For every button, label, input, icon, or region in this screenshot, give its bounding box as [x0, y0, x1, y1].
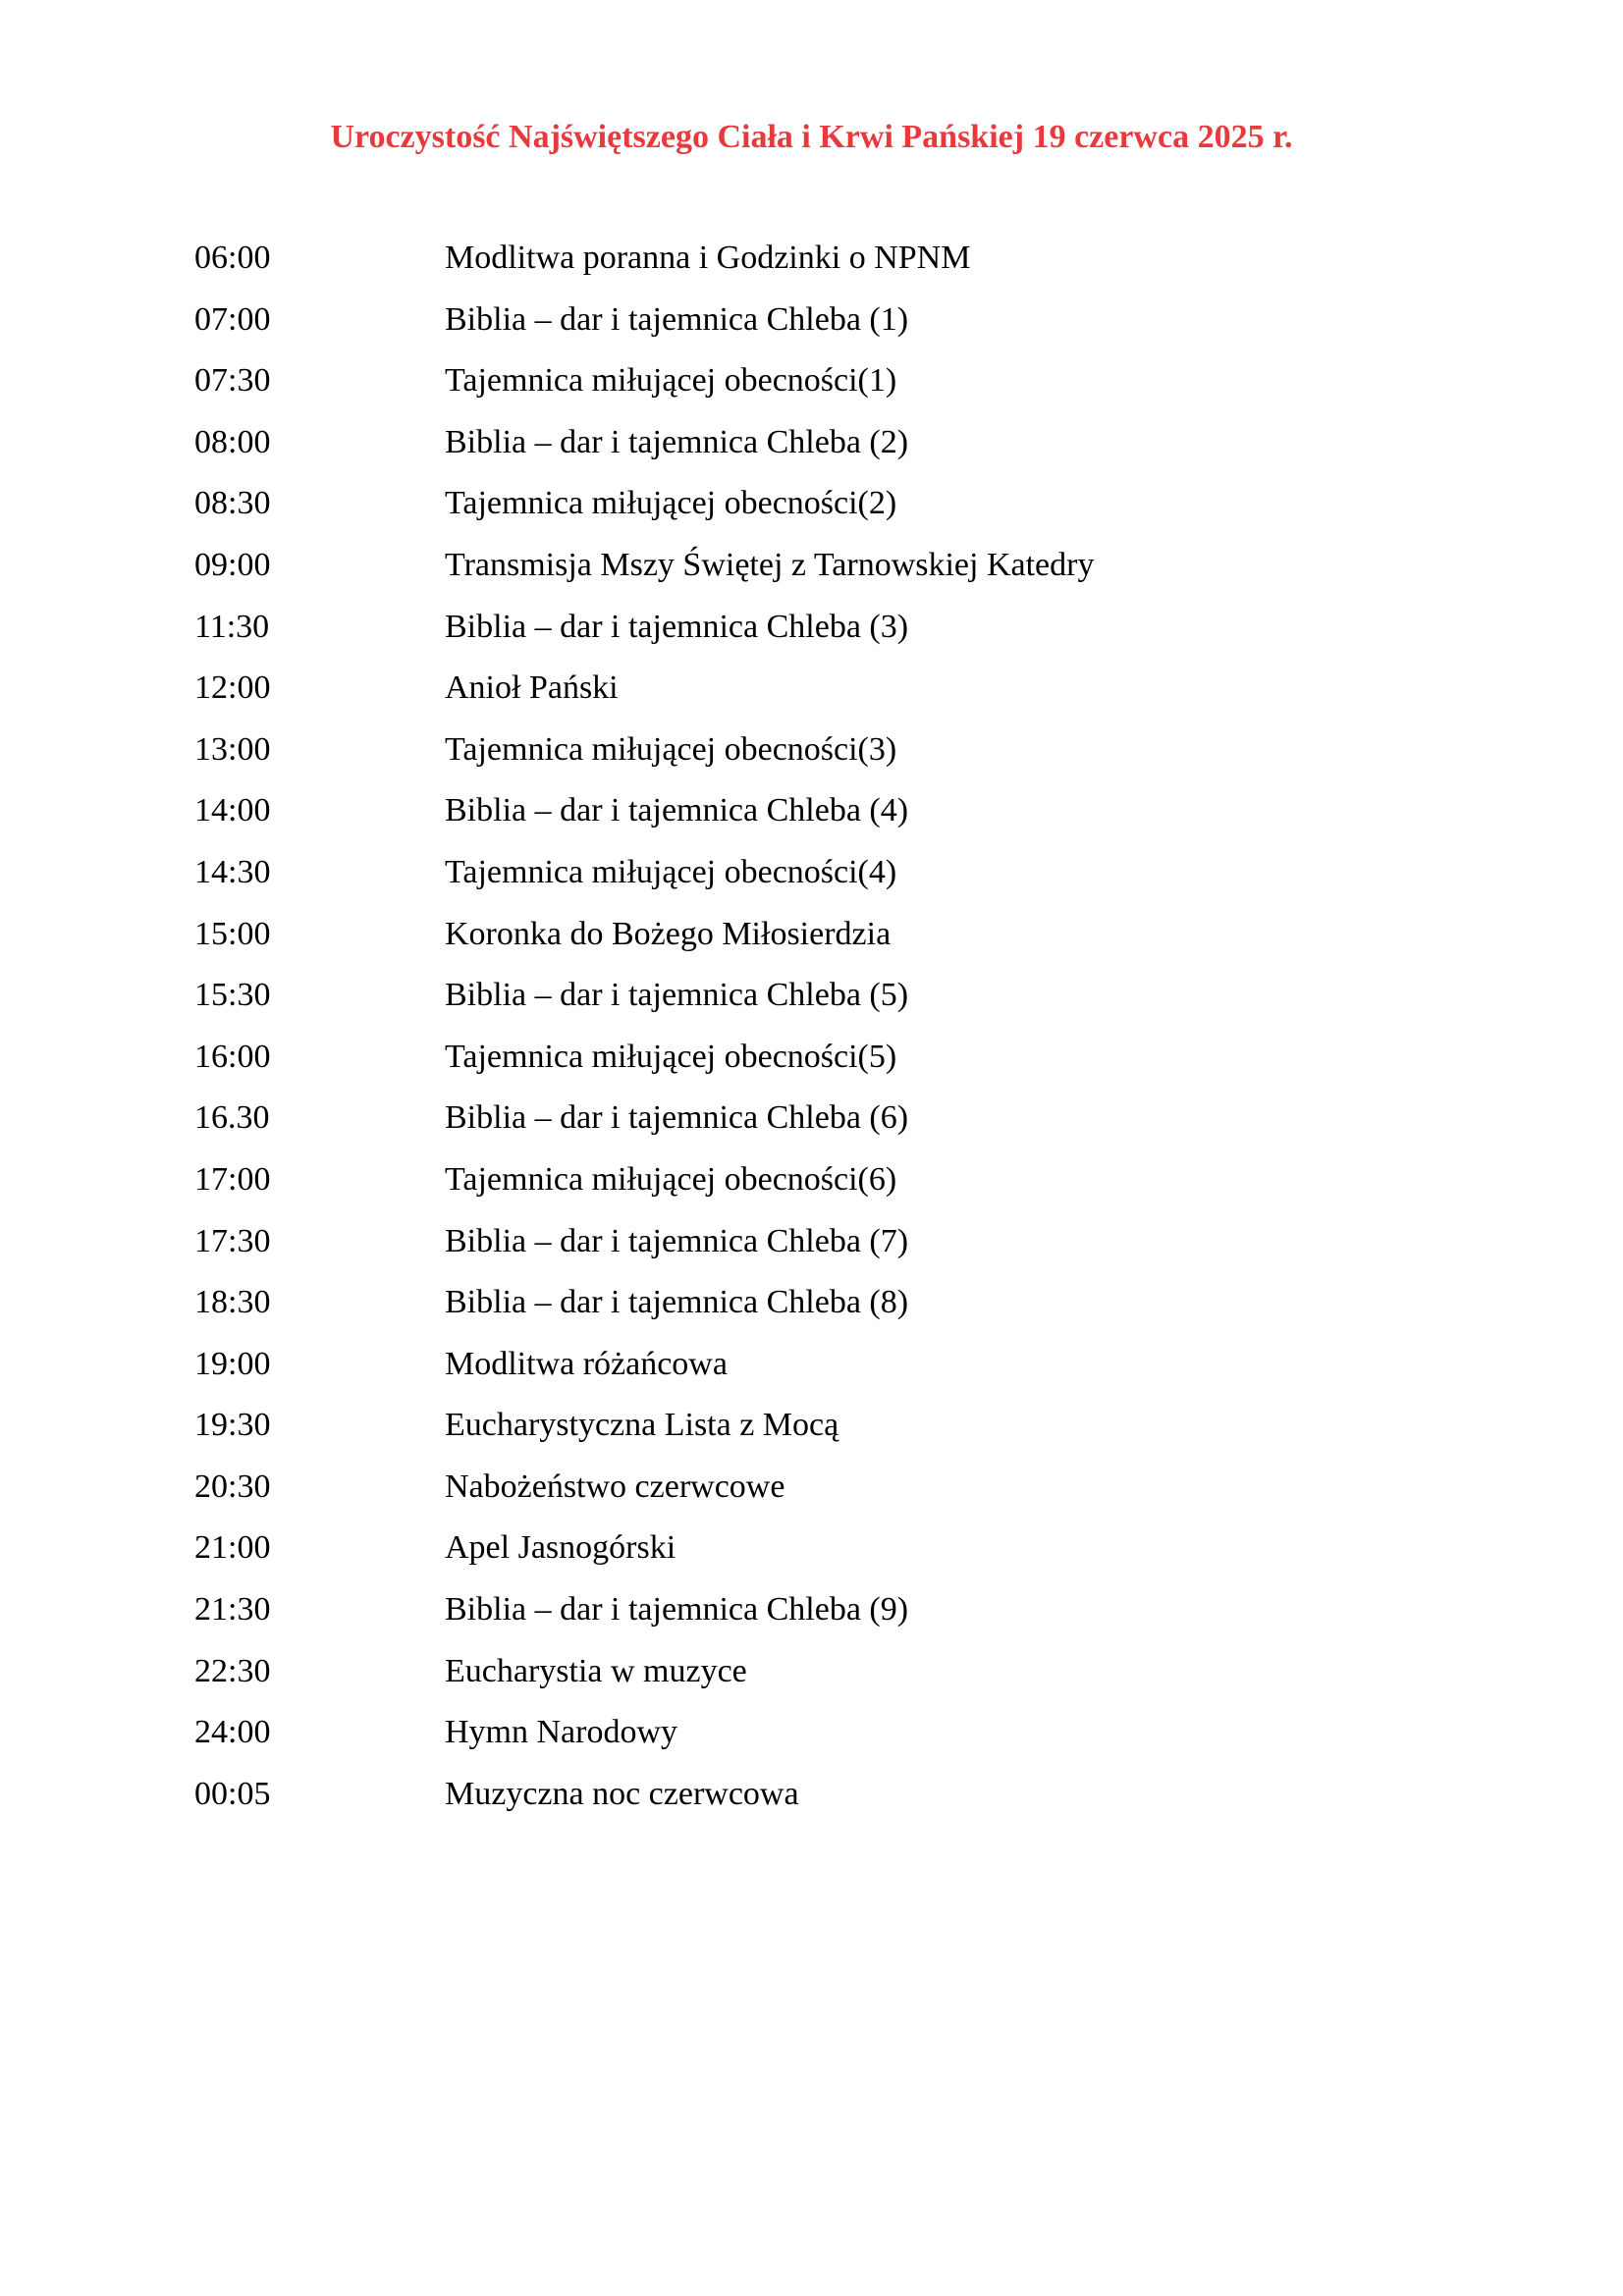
- schedule-time: 00:05: [194, 1775, 271, 1812]
- schedule-row: [194, 359, 1471, 421]
- schedule-row: [194, 1588, 1471, 1650]
- schedule-time: 21:00: [194, 1529, 271, 1567]
- schedule-event: Apel Jasnogórski: [445, 1529, 676, 1567]
- schedule-row: [194, 606, 1471, 667]
- schedule-time: 19:00: [194, 1345, 271, 1382]
- schedule-event: Biblia – dar i tajemnica Chleba (6): [445, 1099, 909, 1137]
- schedule-event: Tajemnica miłującej obecności(5): [445, 1038, 897, 1075]
- schedule-row: [194, 1466, 1471, 1527]
- schedule-time: 09:00: [194, 546, 271, 583]
- schedule-time: 17:30: [194, 1222, 271, 1259]
- schedule-time: 16:00: [194, 1038, 271, 1075]
- schedule-time: 15:00: [194, 915, 271, 952]
- schedule-event: Tajemnica miłującej obecności(3): [445, 730, 897, 768]
- schedule-event: Biblia – dar i tajemnica Chleba (1): [445, 300, 909, 338]
- schedule-row: [194, 482, 1471, 544]
- schedule-time: 18:30: [194, 1284, 271, 1321]
- schedule-time: 15:30: [194, 977, 271, 1014]
- schedule-time: 20:30: [194, 1468, 271, 1505]
- schedule-row: [194, 1036, 1471, 1097]
- schedule-row: [194, 1650, 1471, 1712]
- schedule-row: [194, 1220, 1471, 1282]
- schedule-row: [194, 1158, 1471, 1220]
- schedule-event: Eucharystia w muzyce: [445, 1652, 747, 1689]
- schedule-row: [194, 1773, 1471, 1835]
- document-title: Uroczystość Najświętszego Ciała i Krwi Pańskiej 19 czerwca 2025 r.: [330, 119, 1293, 155]
- schedule-time: 21:30: [194, 1591, 271, 1629]
- schedule-time: 06:00: [194, 240, 271, 276]
- schedule-event: Biblia – dar i tajemnica Chleba (7): [445, 1222, 909, 1259]
- schedule-time: 07:00: [194, 300, 271, 338]
- schedule-row: [194, 1526, 1471, 1588]
- schedule-row: [194, 728, 1471, 790]
- schedule-time: 22:30: [194, 1652, 271, 1689]
- schedule-event: Biblia – dar i tajemnica Chleba (2): [445, 423, 909, 460]
- schedule-row: [194, 789, 1471, 851]
- schedule-event: Koronka do Bożego Miłosierdzia: [445, 915, 892, 952]
- schedule-event: Tajemnica miłującej obecności(2): [445, 485, 897, 522]
- schedule-event: Biblia – dar i tajemnica Chleba (4): [445, 792, 909, 829]
- schedule-time: 14:30: [194, 853, 271, 890]
- schedule-event: Hymn Narodowy: [445, 1714, 678, 1751]
- schedule-time: 08:00: [194, 423, 271, 460]
- schedule-row: [194, 913, 1471, 975]
- schedule-event: Biblia – dar i tajemnica Chleba (9): [445, 1591, 909, 1629]
- schedule-time: 24:00: [194, 1714, 271, 1751]
- schedule-time: 17:00: [194, 1160, 271, 1198]
- schedule-event: Nabożeństwo czerwcowe: [445, 1468, 785, 1505]
- schedule-time: 14:00: [194, 792, 271, 829]
- schedule-row: [194, 1404, 1471, 1466]
- schedule-list: [194, 237, 1471, 1834]
- schedule-row: [194, 851, 1471, 913]
- schedule-row: [194, 974, 1471, 1036]
- schedule-time: 19:30: [194, 1407, 271, 1444]
- schedule-row: [194, 298, 1471, 360]
- schedule-event: Modlitwa różańcowa: [445, 1345, 728, 1382]
- schedule-event: Tajemnica miłującej obecności(6): [445, 1160, 897, 1198]
- schedule-event: Muzyczna noc czerwcowa: [445, 1775, 799, 1812]
- schedule-event: Eucharystyczna Lista z Mocą: [445, 1407, 839, 1444]
- schedule-row: [194, 1711, 1471, 1773]
- schedule-time: 13:00: [194, 730, 271, 768]
- schedule-time: 07:30: [194, 362, 271, 400]
- schedule-row: [194, 544, 1471, 606]
- schedule-event: Modlitwa poranna i Godzinki o NPNM: [445, 240, 971, 276]
- schedule-event: Biblia – dar i tajemnica Chleba (8): [445, 1284, 909, 1321]
- schedule-event: Biblia – dar i tajemnica Chleba (5): [445, 977, 909, 1014]
- schedule-row: [194, 421, 1471, 483]
- schedule-row: [194, 1343, 1471, 1405]
- schedule-event: Tajemnica miłującej obecności(4): [445, 853, 897, 890]
- schedule-event: Biblia – dar i tajemnica Chleba (3): [445, 608, 909, 645]
- schedule-time: 16.30: [194, 1099, 270, 1137]
- schedule-event: Transmisja Mszy Świętej z Tarnowskiej Katedry: [445, 546, 1095, 583]
- schedule-time: 11:30: [194, 608, 270, 645]
- schedule-event: Tajemnica miłującej obecności(1): [445, 362, 897, 400]
- schedule-row: [194, 1281, 1471, 1343]
- schedule-time: 12:00: [194, 669, 271, 707]
- schedule-event: Anioł Pański: [445, 669, 619, 707]
- schedule-row: [194, 1096, 1471, 1158]
- schedule-row: [194, 667, 1471, 728]
- schedule-row: [194, 237, 1471, 298]
- schedule-time: 08:30: [194, 485, 271, 522]
